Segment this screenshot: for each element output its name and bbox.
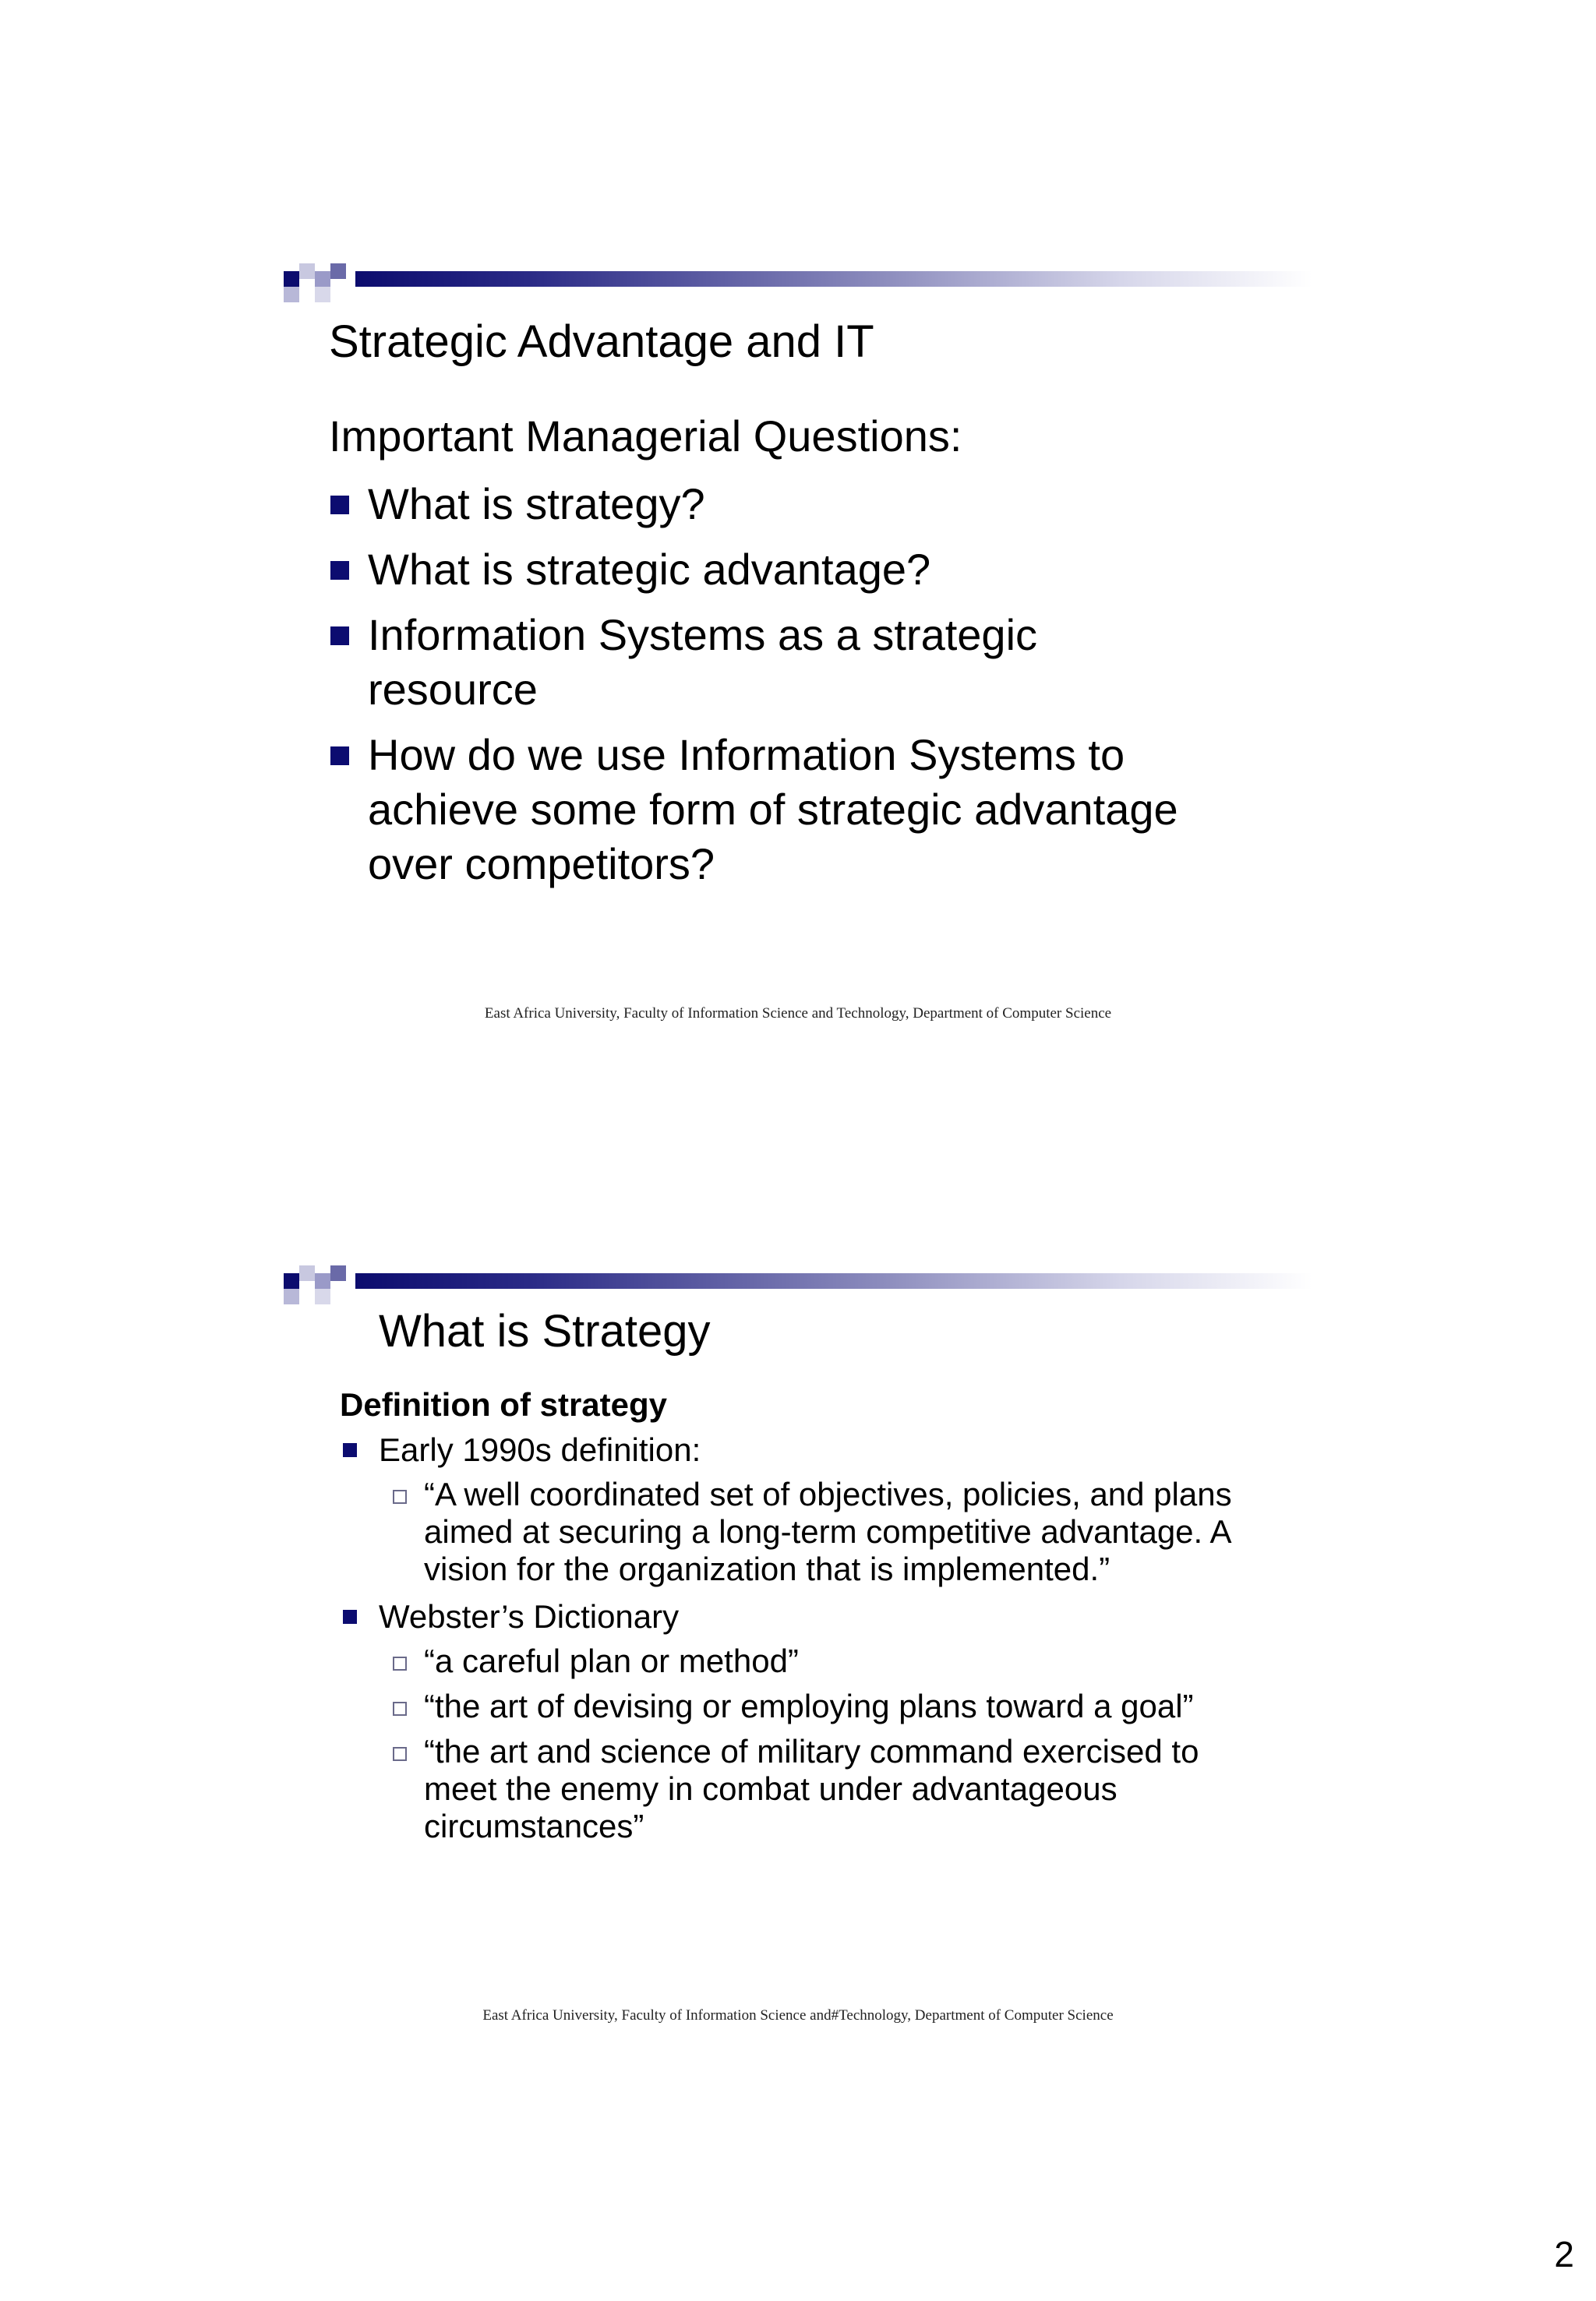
sub-list-item-text: “A well coordinated set of objectives, policies, and plans aimed at securing a long-term competitive advantage. A vision for the organization that is implemented.” <box>424 1476 1232 1587</box>
section-heading: Definition of strategy <box>340 1386 668 1423</box>
square-bullet-icon <box>330 496 349 514</box>
square-bullet-icon <box>330 626 349 645</box>
slide-2 <box>284 1265 1312 2045</box>
list-item-text: What is strategy? <box>368 479 705 528</box>
slide-title: What is Strategy <box>379 1306 711 1357</box>
hollow-square-bullet-icon <box>393 1490 407 1504</box>
square-bullet-icon <box>343 1610 357 1624</box>
sub-list-item <box>379 1643 1250 1680</box>
list-item-text: Webster’s Dictionary <box>379 1598 680 1635</box>
slide-number-mark: # <box>831 2007 839 2024</box>
list-item-text: Information Systems as a strategic resource <box>368 610 1038 714</box>
slide-footer <box>284 2007 1312 2024</box>
list-item-text: How do we use Information Systems to achieve some form of strategic advantage over competitors? <box>368 730 1178 888</box>
list-item <box>340 1596 1275 1845</box>
square-bullet-icon <box>343 1443 357 1457</box>
list-item-text: What is strategic advantage? <box>368 545 931 594</box>
list-item <box>329 608 1132 717</box>
sub-list-item <box>379 1733 1250 1845</box>
sub-list-item-text: “a careful plan or method” <box>424 1643 799 1679</box>
slide-footer-left: East Africa University, Faculty of Information Science and <box>482 2007 832 2024</box>
sub-list-item <box>379 1688 1250 1725</box>
list-item-text: Early 1990s definition: <box>379 1431 701 1468</box>
list-item <box>329 542 1225 597</box>
slide-body <box>329 411 1264 902</box>
hollow-square-bullet-icon <box>393 1702 407 1716</box>
bullet-list <box>329 477 1264 891</box>
hollow-square-bullet-icon <box>393 1747 407 1761</box>
sub-list <box>379 1476 1275 1588</box>
slide-1 <box>284 263 1312 1043</box>
square-bullet-icon <box>330 746 349 765</box>
list-item <box>329 477 1225 531</box>
slide-header-decoration <box>284 1265 1312 1303</box>
slide-body <box>340 1384 1275 1853</box>
square-bullet-icon <box>330 561 349 580</box>
sub-list-item-text: “the art and science of military command exercised to meet the enemy in combat under advantageous circumstances” <box>424 1733 1199 1844</box>
sub-list <box>379 1643 1275 1845</box>
list-item <box>329 728 1264 891</box>
header-gradient-bar <box>355 271 1312 287</box>
hollow-square-bullet-icon <box>393 1657 407 1671</box>
sub-list-item-text: “the art of devising or employing plans toward a goal” <box>424 1688 1194 1724</box>
slide-header-decoration <box>284 263 1312 301</box>
slide-footer-right: Technology, Department of Computer Science <box>839 2007 1114 2024</box>
bullet-list <box>340 1429 1275 1845</box>
list-item <box>340 1429 1275 1588</box>
header-gradient-bar <box>355 1273 1312 1289</box>
page-number: 2 <box>1554 2234 1574 2275</box>
slide-subtitle: Important Managerial Questions: <box>329 411 962 461</box>
slide-title: Strategic Advantage and IT <box>329 316 874 367</box>
slide-footer: East Africa University, Faculty of Information Science and Technology, Department of Computer Science <box>484 1005 1112 1022</box>
sub-list-item <box>379 1476 1250 1588</box>
